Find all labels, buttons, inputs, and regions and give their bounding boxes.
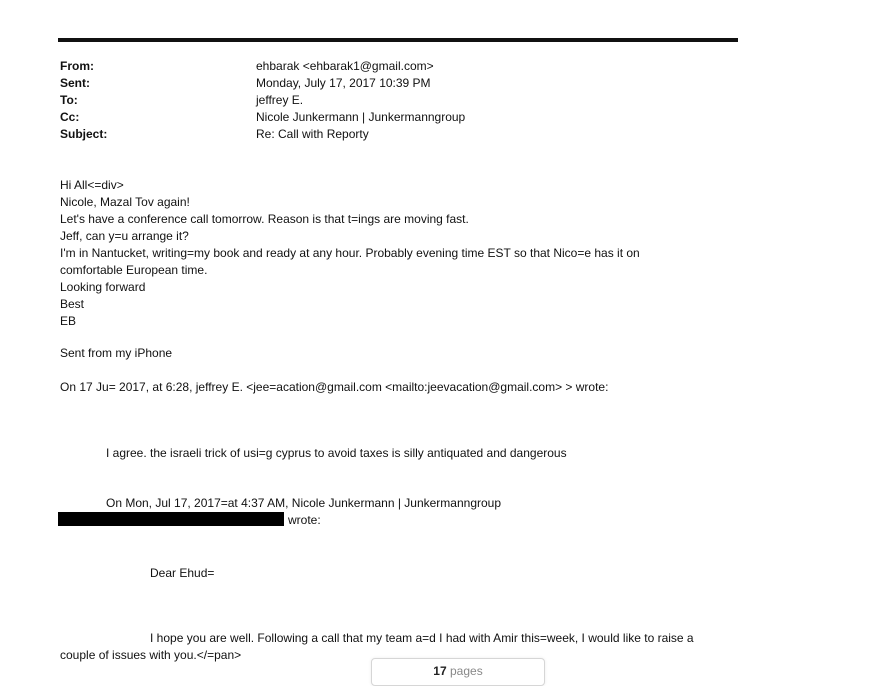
page-count-badge[interactable] [371, 658, 545, 686]
body-line: Best [60, 297, 85, 311]
subject-label: Subject: [60, 127, 108, 141]
paragraph-line: I hope you are well. Following a call that my team a=d I had with Amir this=week, I would like to raise a [150, 631, 694, 645]
paragraph-line: couple of issues with you.</=pan> [60, 648, 242, 662]
cc-value: Nicole Junkermann | Junkermanngroup [256, 110, 466, 124]
from-label: From: [60, 59, 94, 73]
body-line: Looking forward [60, 280, 146, 294]
reply-text: I agree. the israeli trick of usi=g cyprus to avoid taxes is silly antiquated and dangerous [106, 446, 567, 460]
body-line: comfortable European time. [60, 263, 208, 277]
body-line: Jeff, can y=u arrange it? [60, 229, 189, 243]
header-rule [58, 38, 738, 42]
quote-intro-2-wrote: wrote: [288, 513, 321, 527]
cc-label: Cc: [60, 110, 80, 124]
to-label: To: [60, 93, 78, 107]
sent-value: Monday, July 17, 2017 10:39 PM [256, 76, 431, 90]
body-line: Nicole, Mazal Tov again! [60, 195, 190, 209]
page-count: 17 [433, 664, 447, 678]
page-unit-label: pages [450, 664, 483, 678]
greeting-line: Dear Ehud= [150, 566, 215, 580]
redaction-bar [58, 512, 284, 526]
body-line: Let's have a conference call tomorrow. Reason is that t=ings are moving fast. [60, 212, 469, 226]
body-line: EB [60, 314, 77, 328]
body-line: Hi All<=div> [60, 178, 124, 192]
body-line: I'm in Nantucket, writing=my book and ready at any hour. Probably evening time EST so that Nico=e has it on [60, 246, 640, 260]
sent-label: Sent: [60, 76, 90, 90]
signature-line: Sent from my iPhone [60, 346, 173, 360]
quote-intro-2: On Mon, Jul 17, 2017=at 4:37 AM, Nicole Junkermann | Junkermanngroup [106, 496, 502, 510]
quote-intro: On 17 Ju= 2017, at 6:28, jeffrey E. <jee=acation@gmail.com <mailto:jeevacation@gmail.com> > wrote: [60, 380, 609, 394]
subject-value: Re: Call with Reporty [256, 127, 369, 141]
to-value: jeffrey E. [256, 93, 304, 107]
from-value: ehbarak <ehbarak1@gmail.com> [256, 59, 434, 73]
